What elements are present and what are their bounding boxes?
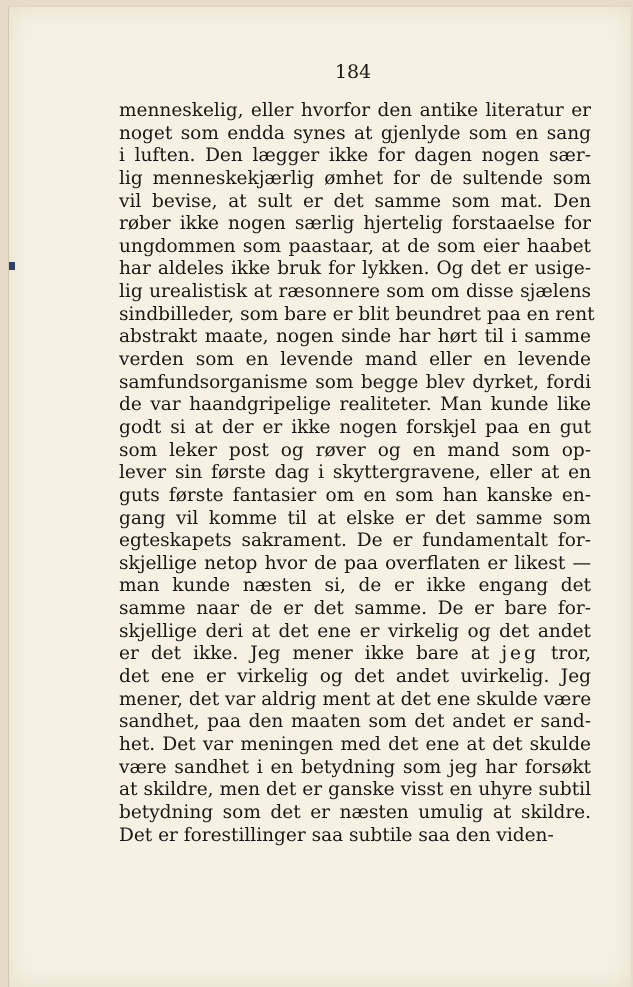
text-line: noget som endda synes at gjenlyde som en sang	[119, 122, 591, 144]
text-segment: tror,	[550, 643, 591, 665]
text-line: det ene er virkelig og det andet uvirkelig. Jeg	[119, 666, 591, 688]
text-line: mener, det var aldrig ment at det ene skulde være	[119, 688, 592, 710]
text-line: het. Det var meningen med det ene at det skulde	[119, 733, 591, 755]
text-line: betydning som det er næsten umulig at skildre.	[119, 801, 591, 823]
spaced-word: jeg	[501, 643, 539, 665]
body-text	[119, 100, 595, 847]
book-page	[8, 6, 631, 987]
text-line: guts første fantasier om en som han kanske en-	[119, 484, 591, 506]
text-line: egteskapets sakrament. De er fundamentalt for-	[119, 530, 591, 552]
text-line: har aldeles ikke bruk for lykken. Og det er usige-	[119, 258, 591, 280]
text-line: samfundsorganisme som begge blev dyrket, fordi	[119, 371, 591, 393]
text-line: gang vil komme til at elske er det samme som	[119, 507, 591, 529]
text-line: som leker post og røver og en mand som op-	[119, 439, 591, 461]
text-line: vil bevise, at sult er det samme som mat. Den	[119, 190, 591, 212]
text-line: godt si at der er ikke nogen forskjel paa en gut	[119, 416, 591, 438]
text-line: verden som en levende mand eller en levende	[119, 349, 591, 371]
text-line: lever sin første dag i skyttergravene, eller at en	[119, 462, 591, 484]
text-line: ungdommen som paastaar, at de som eier haabet	[119, 235, 591, 257]
text-line: være sandhet i en betydning som jeg har forsøkt	[119, 756, 591, 778]
text-line: at skildre, men det er ganske visst en uhyre subtil	[119, 779, 591, 801]
text-line: lig menneskekjærlig ømhet for de sultende som	[119, 167, 591, 189]
page-edge-tab	[9, 262, 15, 270]
text-line-emphasis	[119, 643, 591, 666]
text-line: menneskelig, eller hvorfor den antike literatur er	[119, 100, 591, 121]
text-line: Det er forestillinger saa subtile saa den viden-	[119, 824, 554, 846]
text-line: sindbilleder, som bare er blit beundret paa en rent	[119, 303, 595, 325]
text-line: lig urealistisk at ræsonnere som om disse sjælens	[119, 281, 591, 303]
text-line: skjellige netop hvor de paa overflaten er likest —	[119, 552, 591, 574]
text-line: skjellige deri at det ene er virkelig og det andet	[119, 620, 591, 642]
text-segment: er det ikke. Jeg mener ikke bare at	[119, 643, 490, 665]
text-line: i luften. Den lægger ikke for dagen nogen sær-	[119, 145, 591, 167]
text-line: abstrakt maate, nogen sinde har hørt til i samme	[119, 326, 591, 348]
text-line: røber ikke nogen særlig hjertelig forstaaelse for	[119, 213, 591, 235]
text-line: samme naar de er det samme. De er bare for-	[119, 598, 591, 620]
text-line: sandhet, paa den maaten som det andet er sand-	[119, 711, 591, 733]
text-line: de var haandgripelige realiteter. Man kunde like	[119, 394, 591, 416]
page-number: 184	[334, 61, 372, 83]
text-line: man kunde næsten si, de er ikke engang det	[119, 575, 591, 597]
